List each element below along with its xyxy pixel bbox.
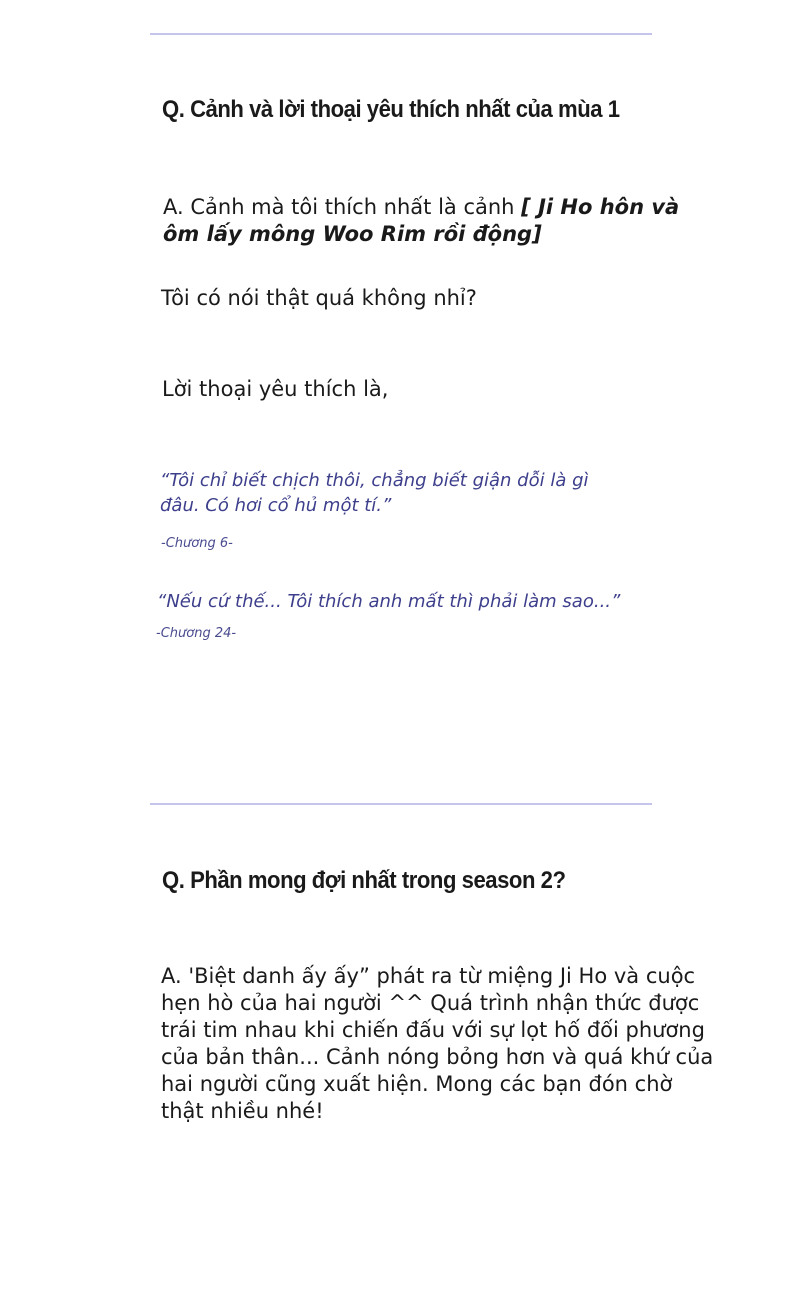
quote-2 [157, 589, 620, 614]
answer-emphasis: [ Ji Ho hôn và [521, 195, 680, 219]
answer-line: hẹn hò của hai người ^^ Quá trình nhận thức được [161, 991, 700, 1015]
quote-line: “Tôi chỉ biết chịch thôi, chẳng biết giận dỗi là gì [160, 470, 589, 491]
section-divider [150, 33, 652, 35]
chapter-label: -Chương 6- [161, 536, 233, 551]
answer-prefix: A. Cảnh mà tôi thích nhất là cảnh [163, 195, 522, 219]
quote-line: “Nếu cứ thế... Tôi thích anh mất thì phải làm sao...” [157, 591, 621, 612]
answer-line: thật nhiều nhé! [161, 1099, 324, 1123]
lines-intro: Lời thoại yêu thích là, [162, 377, 389, 401]
answer-line: hai người cũng xuất hiện. Mong các bạn đón chờ [161, 1072, 673, 1096]
followup-text: Tôi có nói thật quá không nhỉ? [161, 286, 477, 310]
answer-1 [163, 194, 679, 248]
quote-line: đâu. Có hơi cổ hủ một tí.” [160, 495, 392, 516]
answer-emphasis: ôm lấy mông Woo Rim rồi động] [163, 222, 542, 246]
chapter-label: -Chương 24- [156, 626, 237, 641]
answer-line: trái tim nhau khi chiến đấu với sự lọt hố đối phương [161, 1018, 705, 1042]
quote-1 [160, 468, 589, 518]
question-heading-1: Q. Cảnh và lời thoại yêu thích nhất của mùa 1 [162, 96, 620, 123]
question-heading-2: Q. Phần mong đợi nhất trong season 2? [162, 867, 566, 894]
section-divider [150, 803, 652, 805]
answer-line: A. 'Biệt danh ấy ấy” phát ra từ miệng Ji Ho và cuộc [161, 964, 696, 988]
answer-2 [161, 963, 713, 1125]
answer-line: của bản thân... Cảnh nóng bỏng hơn và quá khứ của [161, 1045, 714, 1069]
